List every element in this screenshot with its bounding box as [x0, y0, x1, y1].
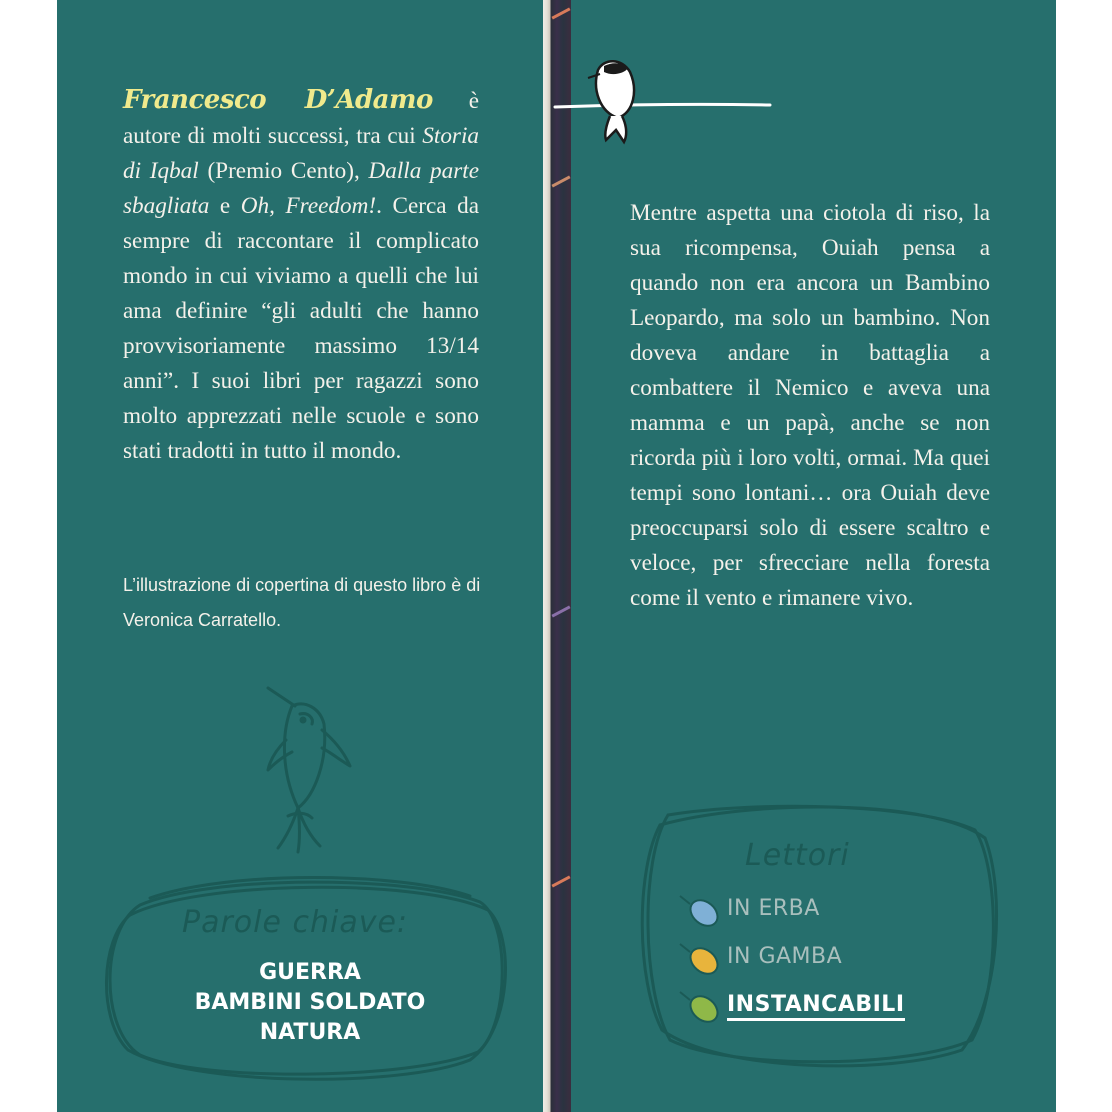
illustration-credit: L’illustrazione di copertina di questo libro è di Veronica Carratello.: [123, 575, 481, 630]
reader-level-label: IN GAMBA: [727, 944, 843, 969]
author-name: Francesco D’Adamo: [123, 85, 433, 115]
keyword-item: NATURA: [259, 1020, 361, 1045]
reader-level-label: IN ERBA: [727, 896, 820, 921]
readers-title: Lettori: [745, 838, 850, 873]
book-title: Storia di Iqbal: [123, 123, 479, 184]
book-title: Dalla parte sbagliata: [123, 158, 480, 219]
reader-level-label-selected: INSTANCABILI: [727, 992, 905, 1021]
bio-text: (Premio Cento),: [198, 158, 369, 184]
bio-text: . Cerca da sempre di raccontare il complicato mondo in cui viviamo a quelli che lui ama definire “gli adulti che hanno provvisoriamente massimo 13/14 anni”. I suoi libri per ragazzi sono molto apprezzati nelle scuole e sono stati tradotti in tutto il mondo.: [123, 193, 480, 464]
keywords-title: Parole chiave:: [182, 905, 409, 940]
keyword-item: GUERRA: [259, 960, 361, 985]
book-title: Oh, Freedom!: [240, 193, 377, 219]
bio-text: e: [209, 193, 241, 219]
keyword-item: BAMBINI SOLDATO: [194, 990, 426, 1015]
bio-text: è autore di molti successi, tra cui: [123, 88, 479, 149]
book-synopsis: Mentre aspetta una ciotola di riso, la sua ricompensa, Ouiah pensa a quando non era ancora un Bambino Leopardo, ma solo un bambino. Non doveva andare in battaglia a combattere il Nemico e aveva una mamma e un papà, anche se non ricorda più i loro volti, ormai. Ma quei tempi sono lontani… ora Ouiah deve preoccuparsi solo di essere scaltro e veloce, per sfrecciare nella foresta come il vento e rimanere vivo.: [630, 200, 990, 611]
